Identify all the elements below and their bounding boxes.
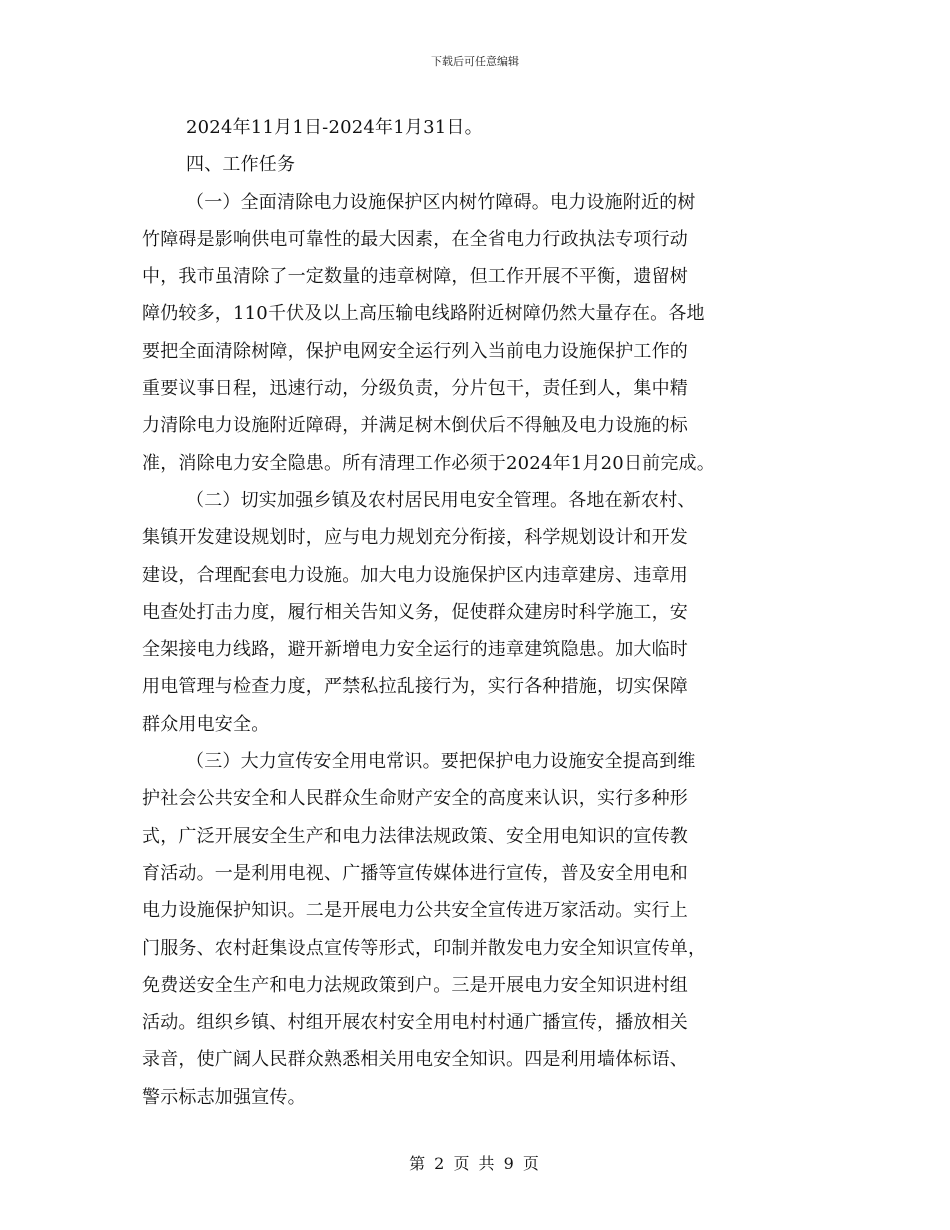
- body-line: 力清除电力设施附近障碍，并满足树木倒伏后不得触及电力设施的标: [142, 415, 688, 437]
- body-line: 护社会公共安全和人民群众生命财产安全的高度来认识，实行多种形: [142, 788, 688, 810]
- paragraph-start: （一）全面清除电力设施保护区内树竹障碍。电力设施附近的树: [186, 191, 696, 213]
- body-line: 竹障碍是影响供电可靠性的最大因素，在全省电力行政执法专项行动: [142, 228, 688, 250]
- body-line: 中，我市虽清除了一定数量的违章树障，但工作开展不平衡，遗留树: [142, 266, 688, 288]
- section-heading: 四、工作任务: [186, 154, 296, 176]
- body-line: 育活动。一是利用电视、广播等宣传媒体进行宣传，普及安全用电和: [142, 862, 688, 884]
- body-line: 免费送安全生产和电力法规政策到户。三是开展电力安全知识进村组: [142, 974, 688, 996]
- paragraph-start: （二）切实加强乡镇及农村居民用电安全管理。各地在新农村、: [186, 489, 696, 511]
- body-line: 录音，使广阔人民群众熟悉相关用电安全知识。四是利用墙体标语、: [142, 1049, 688, 1071]
- body-line: 全架接电力线路，避开新增电力安全运行的违章建筑隐患。加大临时: [142, 639, 688, 661]
- body-line: 活动。组织乡镇、村组开展农村安全用电村村通广播宣传，播放相关: [142, 1012, 688, 1034]
- body-line: 障仍较多，110千伏及以上高压输电线路附近树障仍然大量存在。各地: [142, 303, 705, 325]
- body-line: 集镇开发建设规划时，应与电力规划充分衔接，科学规划设计和开发: [142, 527, 688, 549]
- body-line: 要把全面清除树障，保护电网安全运行列入当前电力设施保护工作的: [142, 340, 688, 362]
- body-line: 电力设施保护知识。二是开展电力公共安全宣传进万家活动。实行上: [142, 900, 688, 922]
- body-line: 警示标志加强宣传。: [142, 1086, 306, 1108]
- body-line: 2024年11月1日-2024年1月31日。: [186, 117, 483, 138]
- body-line: 建设，合理配套电力设施。加大电力设施保护区内违章建房、违章用: [142, 564, 688, 586]
- body-line: 准，消除电力安全隐患。所有清理工作必须于2024年1月20日前完成。: [142, 452, 715, 474]
- body-line: 电查处打击力度，履行相关告知义务，促使群众建房时科学施工，安: [142, 601, 688, 623]
- document-body: [142, 113, 822, 1120]
- body-line: 重要议事日程，迅速行动，分级负责，分片包干，责任到人，集中精: [142, 378, 688, 400]
- paragraph-start: （三）大力宣传安全用电常识。要把保护电力设施安全提高到维: [186, 751, 696, 773]
- body-line: 用电管理与检查力度，严禁私拉乱接行为，实行各种措施，切实保障: [142, 676, 688, 698]
- page-number: 第 2 页 共 9 页: [409, 1154, 541, 1173]
- body-line: 群众用电安全。: [142, 713, 270, 735]
- page-header: 下载后可任意编辑: [431, 55, 519, 68]
- body-line: 门服务、农村赶集设点宣传等形式，印制并散发电力安全知识宣传单，: [142, 937, 707, 959]
- body-line: 式，广泛开展安全生产和电力法律法规政策、安全用电知识的宣传教: [142, 825, 688, 847]
